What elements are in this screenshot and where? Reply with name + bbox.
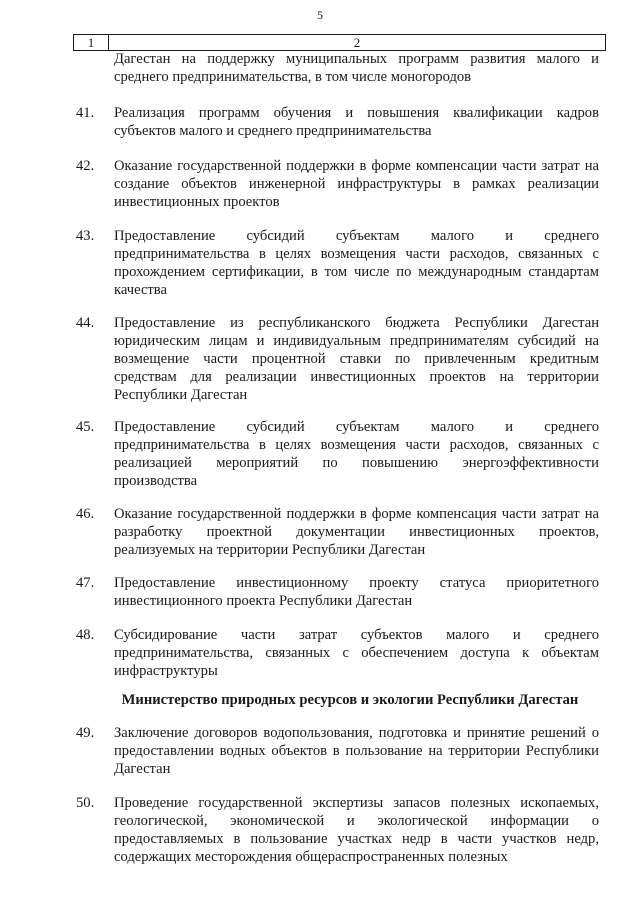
item-number: 47.: [76, 575, 95, 591]
item-text: Проведение государственной экспертизы запасов полезных ископаемых, геологической, экономической и экологической информации о предоставляемых в пользование участках недр в части участков недр, содержащих месторождения общераспространенных полезных: [114, 795, 599, 865]
item-text: Субсидирование части затрат субъектов малого и среднего предпринимательства, связанных с обеспечением доступа к объектам инфраструктуры: [114, 627, 599, 679]
item-text: Реализация программ обучения и повышения квалификации кадров субъектов малого и среднего предпринимательства: [114, 105, 599, 139]
item-number: 41.: [76, 105, 95, 121]
item-text: Предоставление субсидий субъектам малого и среднего предпринимательства в целях возмещения части расходов, связанных с реализацией мероприятий по повышению энергоэффективности производства: [114, 419, 599, 489]
item-text: Заключение договоров водопользования, подготовка и принятие решений о предоставлении водных объектов в пользование на территории Республики Дагестан: [114, 725, 599, 777]
table-column-header: [73, 34, 606, 51]
column-2-header: 2: [353, 35, 361, 50]
section-heading: Министерство природных ресурсов и экологии Республики Дагестан: [121, 692, 579, 708]
item-number: 43.: [76, 228, 95, 244]
page-number: 5: [317, 8, 323, 22]
item-number: 48.: [76, 627, 95, 643]
column-1-header: 1: [74, 35, 109, 50]
item-number: 49.: [76, 725, 95, 741]
item-text: Предоставление субсидий субъектам малого и среднего предпринимательства в целях возмещения части расходов, связанных с прохождением сертификации, в том числе по международным стандартам качества: [114, 228, 599, 298]
item-text: Предоставление инвестиционному проекту статуса приоритетного инвестиционного проекта Республики Дагестан: [114, 575, 599, 609]
continued-text: Дагестан на поддержку муниципальных программ развития малого и среднего предпринимательства, в том числе моногородов: [114, 51, 599, 85]
item-number: 45.: [76, 419, 95, 435]
item-text: Предоставление из республиканского бюджета Республики Дагестан юридическим лицам и индивидуальным предпринимателям субсидий на возмещение части процентной ставки по привлеченным кредитным средствам для реализации инвестиционных проектов на территории Республики Дагестан: [114, 315, 599, 403]
item-number: 46.: [76, 506, 95, 522]
item-text: Оказание государственной поддержки в форме компенсации части затрат на создание объектов инженерной инфраструктуры в рамках реализации инвестиционных проектов: [114, 158, 599, 210]
item-number: 50.: [76, 795, 95, 811]
item-text: Оказание государственной поддержки в форме компенсация части затрат на разработку проектной документации инвестиционных проектов, реализуемых на территории Республики Дагестан: [114, 506, 599, 558]
item-number: 44.: [76, 315, 95, 331]
item-number: 42.: [76, 158, 95, 174]
